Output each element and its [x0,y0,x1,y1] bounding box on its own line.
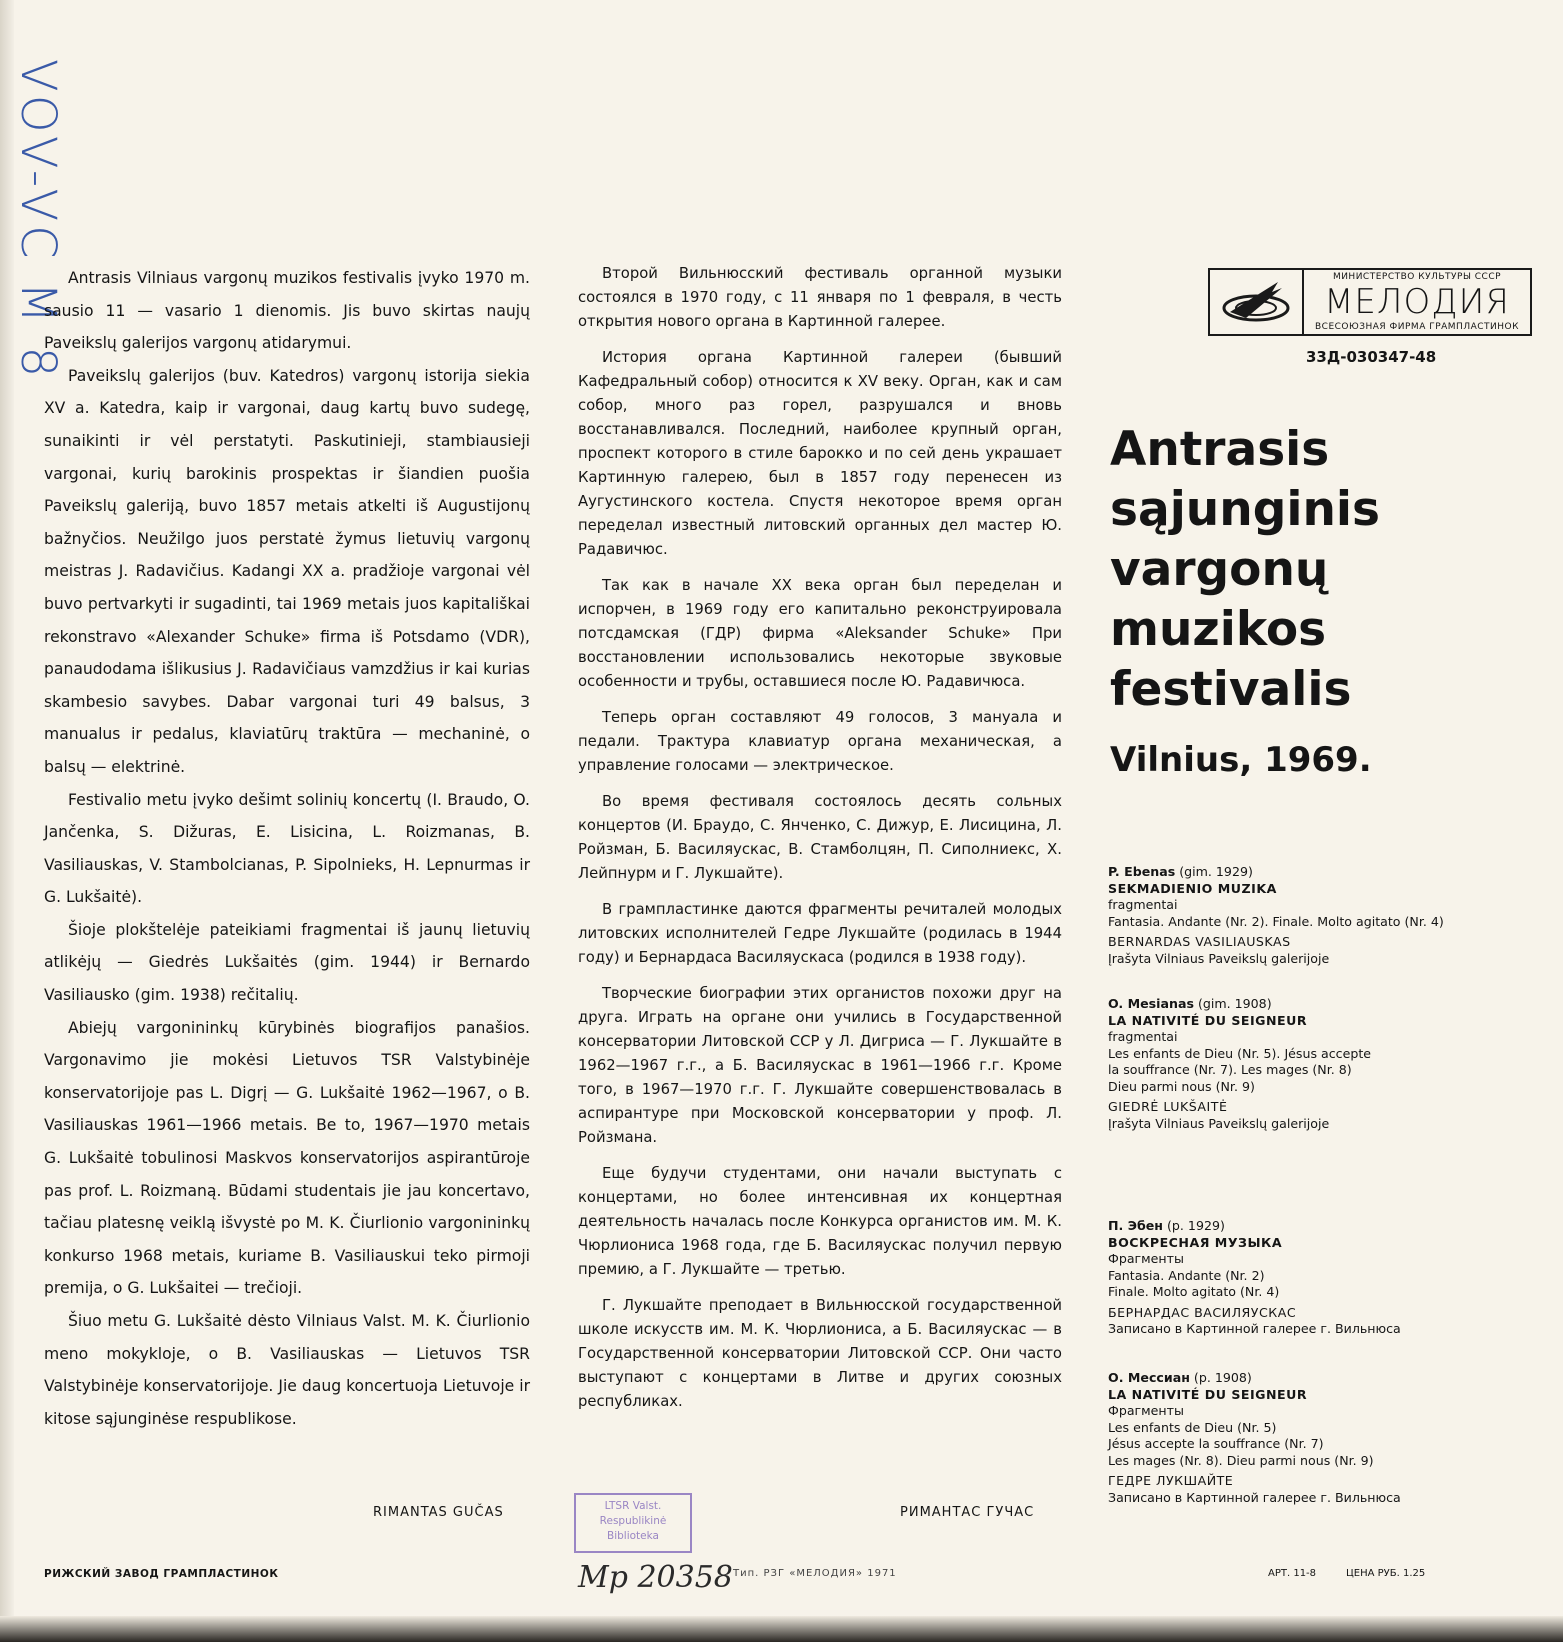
movement: Les enfants de Dieu (Nr. 5) [1108,1419,1277,1435]
ru-paragraph: В грампластинке даются фрагменты речиталей молодых литовских исполнителей Гедре Лукшайте (родилась в 1944 году) и Бернардаса Василяускаса (родился в 1938 году). [578,901,1062,966]
track-block-ru-2 [1108,1370,1528,1506]
lt-paragraph: Festivalio metu įvyko dešimt solinių koncertų (I. Braudo, O. Jančenka, S. Dižuras, E. Lisicina, L. Roizmanas, B. Vasiliauskas, V. Stambolcianas, P. Sipolnieks, H. Lepnurmas ir G. Lukšaitė). [44,790,530,907]
russian-text-column [578,262,1062,1426]
footer-printer: Тип. РЗГ «МЕЛОДИЯ» 1971 [733,1568,897,1579]
composer-dates: (р. 1908) [1193,1370,1252,1385]
movement: Fantasia. Andante (Nr. 2). Finale. Molto agitato (Nr. 4) [1108,913,1444,929]
title-place-year: Vilnius, 1969. [1110,740,1372,780]
logo-firm: ВСЕСОЮЗНАЯ ФИРМА ГРАМПЛАСТИНОК [1314,322,1519,332]
performer: БЕРНАРДАС ВАСИЛЯУСКАС [1108,1304,1297,1320]
logo-ministry: МИНИСТЕРСТВО КУЛЬТУРЫ СССР [1332,272,1502,282]
ru-signature: РИМАНТАС ГУЧАС [900,1505,1035,1520]
title-line: muzikos [1110,602,1327,657]
work-title: SEKMADIENIO MUZIKA [1108,880,1277,896]
ru-paragraph: Во время фестиваля состоялось десять сольных концертов (И. Браудо, С. Янченко, С. Дижур, Е. Лисицина, Л. Ройзман, Б. Василяускас, В. Стамболцян, П. Сиполниекс, Х. Лейпнурм и Г. Лукшайте). [578,793,1062,882]
melodiya-logo [1208,268,1532,336]
melodiya-emblem-icon [1210,270,1304,334]
performer: ГЕДРЕ ЛУКШАЙТЕ [1108,1473,1234,1488]
composer-dates: (gim. 1908) [1197,996,1272,1011]
composer: О. Мессиан [1108,1370,1190,1385]
bottom-edge-shadow [0,1616,1563,1642]
composer-dates: (gim. 1929) [1179,864,1253,879]
movement: Les mages (Nr. 8). Dieu parmi nous (Nr. 9) [1108,1452,1374,1468]
title-line: Antrasis [1110,422,1330,477]
work-title: LA NATIVITÉ DU SEIGNEUR [1108,1386,1308,1402]
work-title: LA NATIVITÉ DU SEIGNEUR [1108,1012,1308,1028]
stamp-line: LTSR Valst. [604,1500,662,1512]
movement: la souffrance (Nr. 7). Les mages (Nr. 8) [1108,1062,1352,1077]
recording-place: Įrašyta Vilniaus Paveikslų galerijoje [1108,950,1330,966]
movement: Jésus accepte la souffrance (Nr. 7) [1108,1436,1324,1451]
footer-plant: РИЖСКИЙ ЗАВОД ГРАМПЛАСТИНОК [44,1568,279,1580]
ru-paragraph: Теперь орган составляют 49 голосов, 3 мануала и педали. Трактура клавиатур органа механическая, а управление голосами — электрическое. [578,709,1062,774]
work-note: fragmentai [1108,897,1178,912]
ru-paragraph: Еще будучи студентами, они начали выступать с концертами, но более интенсивная их концертная деятельность началась после Конкурса органистов им. М. К. Чюрлиониса 1968 года, где Б. Василяускас получил первую премию, а Г. Лукшайте — третью. [578,1165,1062,1278]
track-block-lt-2 [1108,996,1528,1132]
work-note: Фрагменты [1108,1403,1184,1418]
composer-dates: (р. 1929) [1167,1218,1225,1233]
lt-signature: RIMANTAS GUČAS [373,1505,504,1520]
title-line: festivalis [1110,662,1352,717]
footer-price: ЦЕНА РУБ. 1.25 [1346,1568,1426,1579]
work-note: fragmentai [1108,1029,1178,1044]
composer: O. Mesianas [1108,996,1194,1011]
ru-paragraph: Творческие биографии этих органистов похожи друг на друга. Играть на органе они учились в Государственной консерватории Литовской ССР у Л. Дигриса — Г. Лукшайте в 1962—1967 г.г., а Б. Василяускас в 1961—1966 г.г. Кроме того, в 1967—1970 г.г. Г. Лукшайте совершенствовалась в аспирантуре при Московской консерватории у проф. Л. Ройзмана. [578,985,1062,1146]
stamp-line: Respublikinė [599,1515,667,1527]
footer-article: АРТ. 11-8 [1268,1568,1317,1579]
ru-paragraph: Так как в начале XX века орган был переделан и испорчен, в 1969 году его капитально реконструировала потсдамская (ГДР) фирма «Aleksander Schuke» При восстановлении использовались некоторые звуковые особенности и трубы, оставшиеся после Ю. Радавичюса. [578,577,1062,690]
composer: П. Эбен [1108,1218,1163,1233]
album-title [1110,420,1380,720]
stamp-line: Biblioteka [607,1530,659,1542]
ru-paragraph: История органа Картинной галереи (бывший Кафедральный собор) относится к XV веку. Орган, как и сам собор, много раз горел, разрушался и вновь восстанавливался. Последний, наиболее крупный орган, проспект которого в стиле барокко и по сей день украшает Картинную галерею, был в 1857 году перенесен из Аугустинского костела. Спустя некоторое время орган переделал известный литовский органных дел мастер Ю. Радавичюс. [578,349,1062,558]
lt-paragraph: Abiejų vargonininkų kūrybinės biografijos panašios. Vargonavimo jie mokėsi Lietuvos TSR Valstybinėje konservatorijoje pas L. Digrį — G. Lukšaitė 1962—1967, o B. Vasiliauskas 1961—1966 metais. Be to, 1967—1970 metais G. Lukšaitė tobulinosi Maskvos konservatorijos aspirantūroje pas prof. L. Roizmaną. Būdami studentais jie jau koncertavo, tačiau platesnę veiklą išvystė po M. K. Čiurlionio vargonininkų konkurso 1968 metais, kuriame B. Vasiliauskui teko pirmoji premija, o G. Lukšaitei — trečioji. [44,1018,530,1298]
handwritten-inventory-number: Мр 20358 [578,1560,733,1595]
movement: Dieu parmi nous (Nr. 9) [1108,1078,1255,1094]
performer: BERNARDAS VASILIAUSKAS [1108,934,1291,949]
performer: GIEDRĖ LUKŠAITĖ [1108,1099,1228,1114]
movement: Fantasia. Andante (Nr. 2) [1108,1267,1265,1283]
recording-place: Записано в Картинной галерее г. Вильнюса [1108,1321,1401,1336]
title-line: vargonų [1110,542,1329,597]
work-note: Фрагменты [1108,1251,1184,1266]
lithuanian-text-column [44,262,530,1435]
lt-paragraph: Antrasis Vilniaus vargonų muzikos festivalis įvyko 1970 m. sausio 11 — vasario 1 dienomis. Jis buvo skirtas naujų Paveikslų galerijos vargonų atidarymui. [44,269,530,353]
ru-paragraph: Второй Вильнюсский фестиваль органной музыки состоялся в 1970 году, с 11 января по 1 февраля, в честь открытия нового органа в Картинной галерее. [578,265,1062,330]
track-block-lt-1 [1108,864,1528,967]
movement: Finale. Molto agitato (Nr. 4) [1108,1284,1280,1299]
work-title: ВОСКРЕСНАЯ МУЗЫКА [1108,1234,1283,1250]
track-block-ru-1 [1108,1218,1528,1338]
logo-brand: МЕЛОДИЯ [1324,282,1510,322]
recording-place: Įrašyta Vilniaus Paveikslų galerijoje [1108,1115,1330,1131]
title-line: sąjunginis [1110,482,1381,537]
ru-paragraph: Г. Лукшайте преподает в Вильнюсской государственной школе искусств им. М. К. Чюрлиониса, а Б. Василяускас — в Государственной консерватории Литовской ССР. Они часто выступают с концертами в Литве и других союзных республиках. [578,1297,1062,1410]
lt-paragraph: Šiuo metu G. Lukšaitė dėsto Vilniaus Valst. M. K. Čiurlionio meno mokykloje, o B. Vasiliauskas — Lietuvos TSR Valstybinėje konservatorijoje. Jie daug koncertuoja Lietuvoje ir kitose sąjunginėse respublikose. [44,1312,530,1428]
lt-paragraph: Paveikslų galerijos (buv. Katedros) vargonų istorija siekia XV a. Katedra, kaip ir vargonai, daug kartų buvo sudegę, sunaikinti ir vėl perstatyti. Paskutinieji, stambiausieji vargonai, kurių barokinis prospektas ir šiandien puošia Paveikslų galeriją, buvo 1857 metais atkelti iš Augustijonų bažnyčios. Neužilgo juos perstatė žymus lietuvių vargonų meistras J. Radavičius. Kadangi XX a. pradžioje vargonai vėl buvo pertvarkyti ir sugadinti, tai 1969 metais juos kapitališkai rekonstravo «Alexander Schuke» firma iš Potsdamo (VDR), panaudodama išlikusius J. Radavičiaus vamzdžius ir kai kurias skambesio savybes. Dabar vargonai turi 49 balsus, 3 manualus ir pedalus, klaviatūrų traktūra — mechaninė, o balsų — elektrinė. [44,366,530,776]
movement: Les enfants de Dieu (Nr. 5). Jésus accepte [1108,1045,1372,1061]
library-stamp [574,1493,692,1553]
lt-paragraph: Šioje plokštelėje pateikiami fragmentai iš jaunų lietuvių atlikėjų — Giedrės Lukšaitės (gim. 1944) ir Bernardo Vasiliausko (gim. 1938) rečitalių. [44,920,530,1005]
margin-note-text: VOV-VC M 8 [10,58,66,382]
recording-place: Записано в Картинной галерее г. Вильнюса [1108,1489,1401,1505]
logo-text-block [1304,270,1530,334]
catalog-number: 33Д-030347-48 [1306,348,1437,366]
composer: P. Ebenas [1108,864,1176,879]
